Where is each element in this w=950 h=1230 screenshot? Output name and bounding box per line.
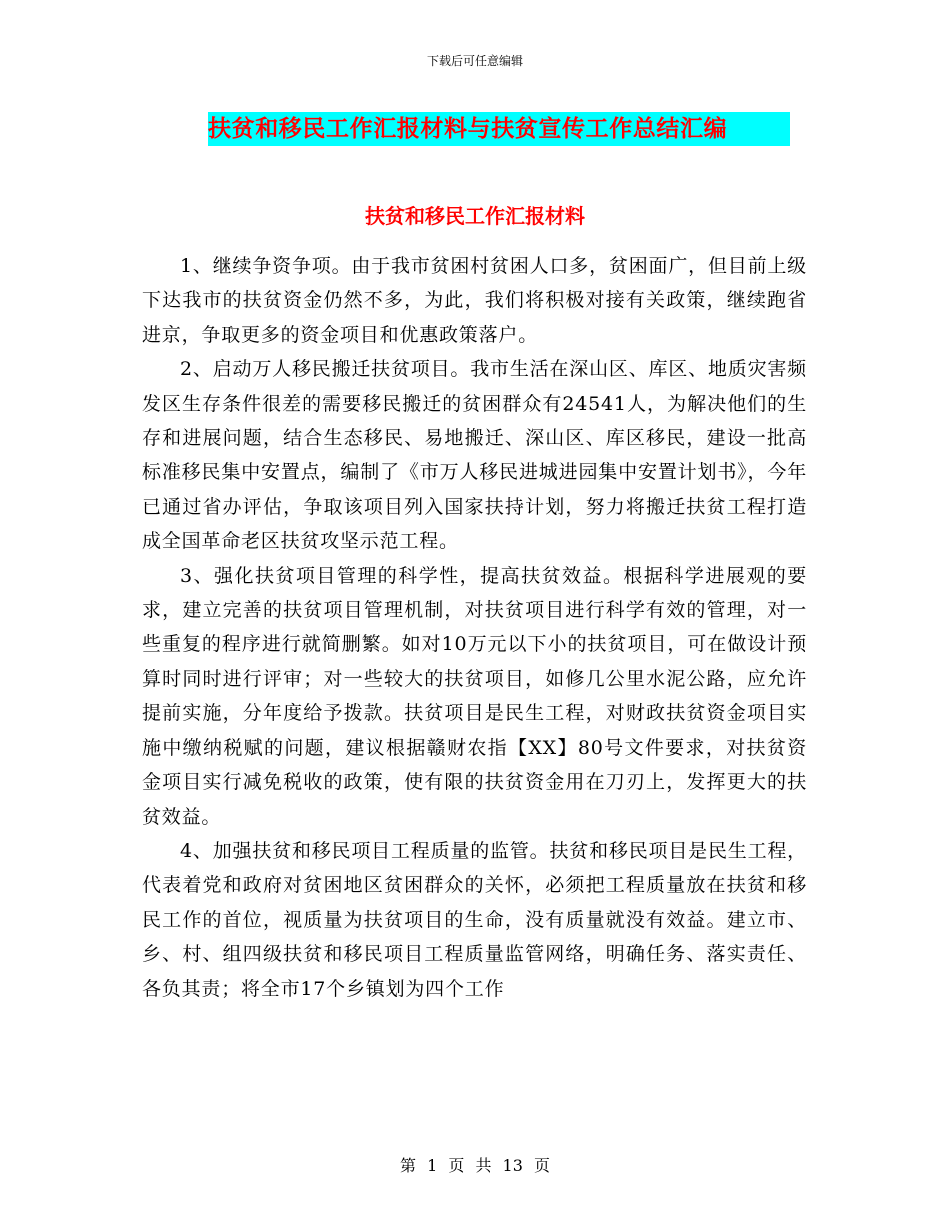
section-title: 扶贫和移民工作汇报材料 bbox=[365, 204, 585, 228]
header-note: 下载后可任意编辑 bbox=[426, 54, 523, 68]
document-body bbox=[142, 249, 807, 1006]
page-footer: 第 1 页 共 13 页 bbox=[400, 1156, 550, 1175]
main-title-highlight bbox=[208, 112, 790, 146]
paragraph-2: 2、启动万人移民搬迁扶贫项目。我市生活在深山区、库区、地质灾害频发区生存条件很差的需要移民搬迁的贫困群众有24541人，为解决他们的生存和进展问题，结合生态移民、易地搬迁、深山区、库区移民，建设一批高标准移民集中安置点，编制了《市万人移民进城进园集中安置计划书》，今年已通过省办评估，争取该项目列入国家扶持计划，努力将搬迁扶贫工程打造成全国革命老区扶贫攻坚示范工程。 bbox=[142, 358, 807, 553]
paragraph-1: 1、继续争资争项。由于我市贫困村贫困人口多，贫困面广，但目前上级下达我市的扶贫资金仍然不多，为此，我们将积极对接有关政策，继续跑省进京，争取更多的资金项目和优惠政策落户。 bbox=[142, 255, 807, 346]
paragraph-4: 4、加强扶贫和移民项目工程质量的监管。扶贫和移民项目是民生工程，代表着党和政府对贫困地区贫困群众的关怀，必须把工程质量放在扶贫和移民工作的首位，视质量为扶贫项目的生命，没有质量就没有效益。建立市、乡、村、组四级扶贫和移民项目工程质量监管网络，明确任务、落实责任、各负其责；将全市17个乡镇划为四个工作 bbox=[142, 839, 807, 1000]
paragraph-3: 3、强化扶贫项目管理的科学性，提高扶贫效益。根据科学进展观的要求，建立完善的扶贫项目管理机制，对扶贫项目进行科学有效的管理，对一些重复的程序进行就简删繁。如对10万元以下小的扶贫项目，可在做设计预算时同时进行评审；对一些较大的扶贫项目，如修几公里水泥公路，应允许提前实施，分年度给予拨款。扶贫项目是民生工程，对财政扶贫资金项目实施中缴纳税赋的问题，建议根据赣财农指【XX】80号文件要求，对扶贫资金项目实行减免税收的政策，使有限的扶贫资金用在刀刃上，发挥更大的扶贫效益。 bbox=[142, 564, 807, 828]
main-title: 扶贫和移民工作汇报材料与扶贫宣传工作总结汇编 bbox=[208, 116, 728, 142]
